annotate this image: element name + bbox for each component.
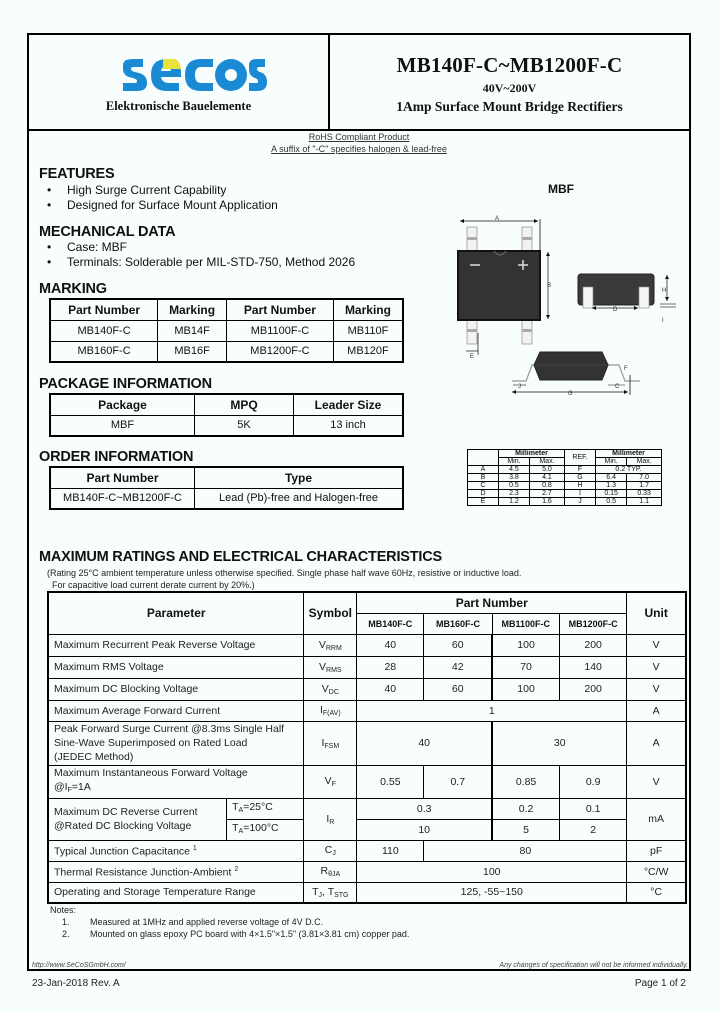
cell: 6.4 xyxy=(595,474,626,482)
package-outline-drawing-icon xyxy=(440,205,680,435)
symbol-cell xyxy=(304,721,357,765)
symbol: V xyxy=(324,775,332,787)
parameter-line: Thermal Resistance Junction-Ambient xyxy=(54,866,232,879)
parameter-line: =1A xyxy=(71,780,91,793)
parameter-cell xyxy=(48,721,304,765)
note-number: 2. xyxy=(62,929,70,939)
value-cell: 125, -55~150 xyxy=(357,882,627,903)
value-cell: 0.9 xyxy=(559,765,626,798)
unit-cell: V xyxy=(627,678,686,700)
symbol-cell xyxy=(304,861,357,882)
note-number: 1. xyxy=(62,917,70,927)
parameter-line: (JEDEC Method) xyxy=(54,751,134,763)
symbol-subscript: F(AV) xyxy=(322,710,341,717)
col-header: Part Number xyxy=(226,299,333,320)
symbol-subscript: R xyxy=(329,818,335,826)
table-row xyxy=(48,882,686,903)
symbol-cell xyxy=(304,678,357,700)
cell: MB1200F-C xyxy=(226,341,333,362)
cell: F xyxy=(564,466,595,474)
value-cell: 10 xyxy=(357,819,492,840)
parameter-line: Peak Forward Surge Current @8.3ms Single Half xyxy=(54,723,285,735)
note-text: Measured at 1MHz and applied reverse voltage of 4V D.C. xyxy=(90,917,324,927)
table-row xyxy=(48,656,686,678)
feature-item: • High Surge Current Capability xyxy=(39,183,278,198)
value-cell: 42 xyxy=(424,656,492,678)
cell: 2.7 xyxy=(529,490,564,498)
symbol-cell xyxy=(304,765,357,798)
cell: J xyxy=(564,498,595,506)
cell: MB140F-C xyxy=(50,320,158,341)
unit-cell: pF xyxy=(627,840,686,861)
value-cell: 40 xyxy=(357,721,492,765)
mechanical-heading: MECHANICAL DATA xyxy=(39,224,176,240)
condition-subscript: A xyxy=(238,806,244,814)
svg-text:H: H xyxy=(662,288,667,294)
svg-text:G: G xyxy=(568,391,573,397)
condition: T xyxy=(232,800,239,813)
parameter-line: @I xyxy=(54,780,68,793)
unit-cell: °C/W xyxy=(627,861,686,882)
value-cell: 0.1 xyxy=(559,798,626,819)
rohs-notice xyxy=(29,131,689,155)
symbol-subscript: RRM xyxy=(325,644,342,652)
svg-text:C: C xyxy=(615,384,620,390)
value-cell: 30 xyxy=(492,721,627,765)
col-header: Leader Size xyxy=(294,394,404,415)
col-header-part: MB1200F-C xyxy=(559,613,626,634)
parameter-cell: Maximum RMS Voltage xyxy=(48,656,304,678)
cell: 5.0 xyxy=(529,466,564,474)
svg-text:A: A xyxy=(494,216,500,222)
unit-cell: A xyxy=(627,700,686,721)
value-cell: 60 xyxy=(424,678,492,700)
dimensions-table xyxy=(467,449,662,506)
value-cell: 70 xyxy=(492,656,559,678)
cell: 0.15 xyxy=(595,490,626,498)
value-cell: 100 xyxy=(492,678,559,700)
value-cell: 80 xyxy=(424,840,627,861)
value-cell: 40 xyxy=(357,678,424,700)
unit-cell: V xyxy=(627,765,686,798)
table-row xyxy=(48,798,686,819)
symbol: V xyxy=(321,682,329,695)
parameter-cell: Maximum Average Forward Current xyxy=(48,700,304,721)
table-row xyxy=(468,498,662,506)
cell: E xyxy=(468,498,499,506)
col-header: Type xyxy=(195,467,404,488)
unit-cell: V xyxy=(627,656,686,678)
cell: MB120F xyxy=(333,341,403,362)
cell: MB140F-C~MB1200F-C xyxy=(50,488,195,509)
svg-text:I: I xyxy=(662,318,664,324)
disclaimer: Any changes of specification will not be informed individually. xyxy=(499,962,688,969)
svg-text:E: E xyxy=(470,354,475,360)
table-row xyxy=(468,482,662,490)
col-header-part: MB1100F-C xyxy=(492,613,559,634)
symbol-subscript: θJA xyxy=(328,871,341,878)
condition: =25°C xyxy=(243,800,273,813)
features-list xyxy=(39,183,278,213)
ratings-table xyxy=(47,591,687,904)
cell: 0.8 xyxy=(529,482,564,490)
logo-cell xyxy=(29,35,330,129)
symbol-cell xyxy=(304,656,357,678)
cell: G xyxy=(564,474,595,482)
footnote-ref: 1 xyxy=(192,845,197,853)
symbol: , T xyxy=(322,885,335,898)
table-row xyxy=(48,721,686,765)
col-header-part-number: Part Number xyxy=(357,592,627,613)
package-drawing-label: MBF xyxy=(548,182,574,196)
voltage-range: 40V~200V xyxy=(482,81,537,95)
unit-cell: V xyxy=(627,634,686,656)
col-header-part: MB140F-C xyxy=(357,613,424,634)
cell: H xyxy=(564,482,595,490)
cell: 1.7 xyxy=(627,482,662,490)
condition-subscript: A xyxy=(238,827,244,835)
parameter-subscript: F xyxy=(67,786,72,794)
table-row xyxy=(48,634,686,656)
svg-text:D: D xyxy=(613,307,618,313)
notes xyxy=(50,904,409,940)
mechanical-list xyxy=(39,240,355,270)
table-row xyxy=(50,488,403,509)
symbol-cell xyxy=(304,882,357,903)
col-header: Max. xyxy=(529,458,564,466)
col-header-unit: Unit xyxy=(627,592,686,634)
value-cell: 28 xyxy=(357,656,424,678)
note-item xyxy=(50,916,409,928)
cell: MB16F xyxy=(158,341,227,362)
cell: 4.1 xyxy=(529,474,564,482)
cell: 0.5 xyxy=(595,498,626,506)
package-table xyxy=(49,393,404,437)
value-cell: 5 xyxy=(492,819,559,840)
cell: MBF xyxy=(50,415,195,436)
symbol: I xyxy=(326,812,330,825)
cell: 1.3 xyxy=(595,482,626,490)
value-cell: 100 xyxy=(357,861,627,882)
marking-heading: MARKING xyxy=(39,281,107,297)
cell: 0.33 xyxy=(627,490,662,498)
col-header: Part Number xyxy=(50,299,158,320)
blank-header xyxy=(468,450,499,466)
parameter-line: Maximum DC Reverse Current xyxy=(54,806,198,818)
symbol: V xyxy=(318,638,326,651)
cell: I xyxy=(564,490,595,498)
cell: A xyxy=(468,466,499,474)
symbol: I xyxy=(319,704,323,716)
unit-cell: A xyxy=(627,721,686,765)
note-text: Mounted on glass epoxy PC board with 4×1.5"×1.5" (3.81×3.81 cm) copper pad. xyxy=(90,929,410,939)
col-header: Package xyxy=(50,394,195,415)
cell: 13 inch xyxy=(294,415,404,436)
cell: Lead (Pb)-free and Halogen-free xyxy=(195,488,404,509)
cell: 1.1 xyxy=(627,498,662,506)
footnote-ref: 2 xyxy=(234,866,239,874)
value-cell: 1 xyxy=(357,700,627,721)
table-row xyxy=(468,490,662,498)
value-cell: 0.7 xyxy=(424,765,492,798)
table-row xyxy=(468,466,662,474)
symbol-subscript: RMS xyxy=(326,666,342,674)
cell: MB160F-C xyxy=(50,341,158,362)
cell: MB14F xyxy=(158,320,227,341)
symbol-subscript: DC xyxy=(328,688,339,696)
symbol-subscript: F xyxy=(331,781,336,788)
col-header: Max. xyxy=(627,458,662,466)
col-header: Millimeter xyxy=(499,450,565,458)
value-cell: 100 xyxy=(492,634,559,656)
value-cell: 0.85 xyxy=(492,765,559,798)
col-header: REF. xyxy=(564,450,595,466)
rohs-line2: A suffix of "-C" specifies halogen & lead-free xyxy=(271,144,447,154)
parameter-cell: Maximum Recurrent Peak Reverse Voltage xyxy=(48,634,304,656)
symbol: T xyxy=(312,885,319,898)
parameter-cell: Maximum DC Blocking Voltage xyxy=(48,678,304,700)
svg-text:F: F xyxy=(624,366,628,372)
website-link[interactable]: http://www.SeCoSGmbH.com/ xyxy=(32,962,126,969)
unit-cell: mA xyxy=(627,798,686,840)
col-header: Min. xyxy=(595,458,626,466)
condition-cell xyxy=(227,819,304,840)
svg-text:B: B xyxy=(547,283,552,289)
condition: T xyxy=(232,821,239,834)
symbol-cell xyxy=(304,634,357,656)
unit-cell: °C xyxy=(627,882,686,903)
table-row xyxy=(48,765,686,798)
value-cell: 0.55 xyxy=(357,765,424,798)
col-header: Part Number xyxy=(50,467,195,488)
table-row xyxy=(50,341,403,362)
symbol: V xyxy=(319,660,327,673)
secos-logo-icon xyxy=(117,55,267,95)
cell: MB1100F-C xyxy=(226,320,333,341)
cell: 1.2 xyxy=(499,498,530,506)
table-row xyxy=(50,415,403,436)
symbol-cell xyxy=(304,700,357,721)
value-cell: 200 xyxy=(559,678,626,700)
value-cell: 200 xyxy=(559,634,626,656)
cell: 2.3 xyxy=(499,490,530,498)
col-header-symbol: Symbol xyxy=(304,592,357,634)
marking-table xyxy=(49,298,404,363)
parameter-cell xyxy=(48,798,227,840)
cell: 3.8 xyxy=(499,474,530,482)
table-row xyxy=(468,474,662,482)
ratings-condition-line1: (Rating 25°C ambient temperature unless otherwise specified. Single phase half wave 60Hz, resistive or inductive load. xyxy=(47,568,522,578)
condition: =100°C xyxy=(243,821,279,834)
product-subtitle: 1Amp Surface Mount Bridge Rectifiers xyxy=(396,99,623,114)
symbol: C xyxy=(324,844,333,856)
value-cell: 140 xyxy=(559,656,626,678)
col-header-parameter: Parameter xyxy=(48,592,304,634)
note-item xyxy=(50,928,409,940)
svg-text:J: J xyxy=(518,384,521,390)
cell: 0.2 TYP. xyxy=(595,466,661,474)
value-cell: 0.3 xyxy=(357,798,492,819)
ratings-heading: MAXIMUM RATINGS AND ELECTRICAL CHARACTERISTICS xyxy=(39,549,442,565)
symbol-subscript: FSM xyxy=(324,742,340,750)
symbol-subscript: STG xyxy=(334,891,349,899)
header xyxy=(29,35,689,131)
value-cell: 0.2 xyxy=(492,798,559,819)
cell: MB110F xyxy=(333,320,403,341)
cell: 4.5 xyxy=(499,466,530,474)
table-row xyxy=(48,861,686,882)
symbol: I xyxy=(321,736,325,749)
logo-subtitle: Elektronische Bauelemente xyxy=(105,99,252,113)
mechanical-item: • Terminals: Solderable per MIL-STD-750, Method 2026 xyxy=(39,255,355,270)
cell: B xyxy=(468,474,499,482)
symbol-cell xyxy=(304,798,357,840)
cell: D xyxy=(468,490,499,498)
parameter-cell: Operating and Storage Temperature Range xyxy=(48,882,304,903)
table-row xyxy=(48,678,686,700)
symbol-subscript: J xyxy=(318,891,323,899)
col-header: Marking xyxy=(333,299,403,320)
col-header-part: MB160F-C xyxy=(424,613,492,634)
revision-date: 23-Jan-2018 Rev. A xyxy=(32,978,120,989)
value-cell: 40 xyxy=(357,634,424,656)
mechanical-item: • Case: MBF xyxy=(39,240,355,255)
cell: 5K xyxy=(195,415,294,436)
parameter-line: Sine-Wave Superimposed on Rated Load xyxy=(54,737,248,749)
col-header: Millimeter xyxy=(595,450,661,458)
col-header: MPQ xyxy=(195,394,294,415)
cell: 1.6 xyxy=(529,498,564,506)
order-heading: ORDER INFORMATION xyxy=(39,449,194,465)
value-cell: 2 xyxy=(559,819,626,840)
table-row xyxy=(50,320,403,341)
cell: 0.5 xyxy=(499,482,530,490)
col-header: Marking xyxy=(158,299,227,320)
parameter-cell xyxy=(48,765,304,798)
table-row xyxy=(48,700,686,721)
col-header: Min. xyxy=(499,458,530,466)
rohs-line1: RoHS Compliant Product xyxy=(308,132,410,142)
feature-item: • Designed for Surface Mount Application xyxy=(39,198,278,213)
title-cell xyxy=(330,35,689,129)
symbol-cell xyxy=(304,840,357,861)
parameter-line: Maximum Instantaneous Forward Voltage xyxy=(54,766,248,779)
page-number: Page 1 of 2 xyxy=(634,978,686,989)
notes-heading: Notes: xyxy=(50,905,77,915)
symbol: R xyxy=(320,865,329,877)
cell: C xyxy=(468,482,499,490)
product-title: MB140F-C~MB1200F-C xyxy=(396,53,623,77)
parameter-line: Typical Junction Capacitance xyxy=(54,845,190,858)
condition-cell xyxy=(227,798,304,819)
symbol-subscript: J xyxy=(332,850,336,857)
order-table xyxy=(49,466,404,510)
ratings-condition-line2: For capacitive load current derate current by 20%.) xyxy=(52,580,255,590)
package-heading: PACKAGE INFORMATION xyxy=(39,376,212,392)
parameter-line: @Rated DC Blocking Voltage xyxy=(54,820,192,832)
value-cell: 60 xyxy=(424,634,492,656)
parameter-cell xyxy=(48,840,304,861)
value-cell: 110 xyxy=(357,840,424,861)
features-heading: FEATURES xyxy=(39,166,115,182)
parameter-cell xyxy=(48,861,304,882)
cell: 7.0 xyxy=(627,474,662,482)
table-row xyxy=(48,840,686,861)
